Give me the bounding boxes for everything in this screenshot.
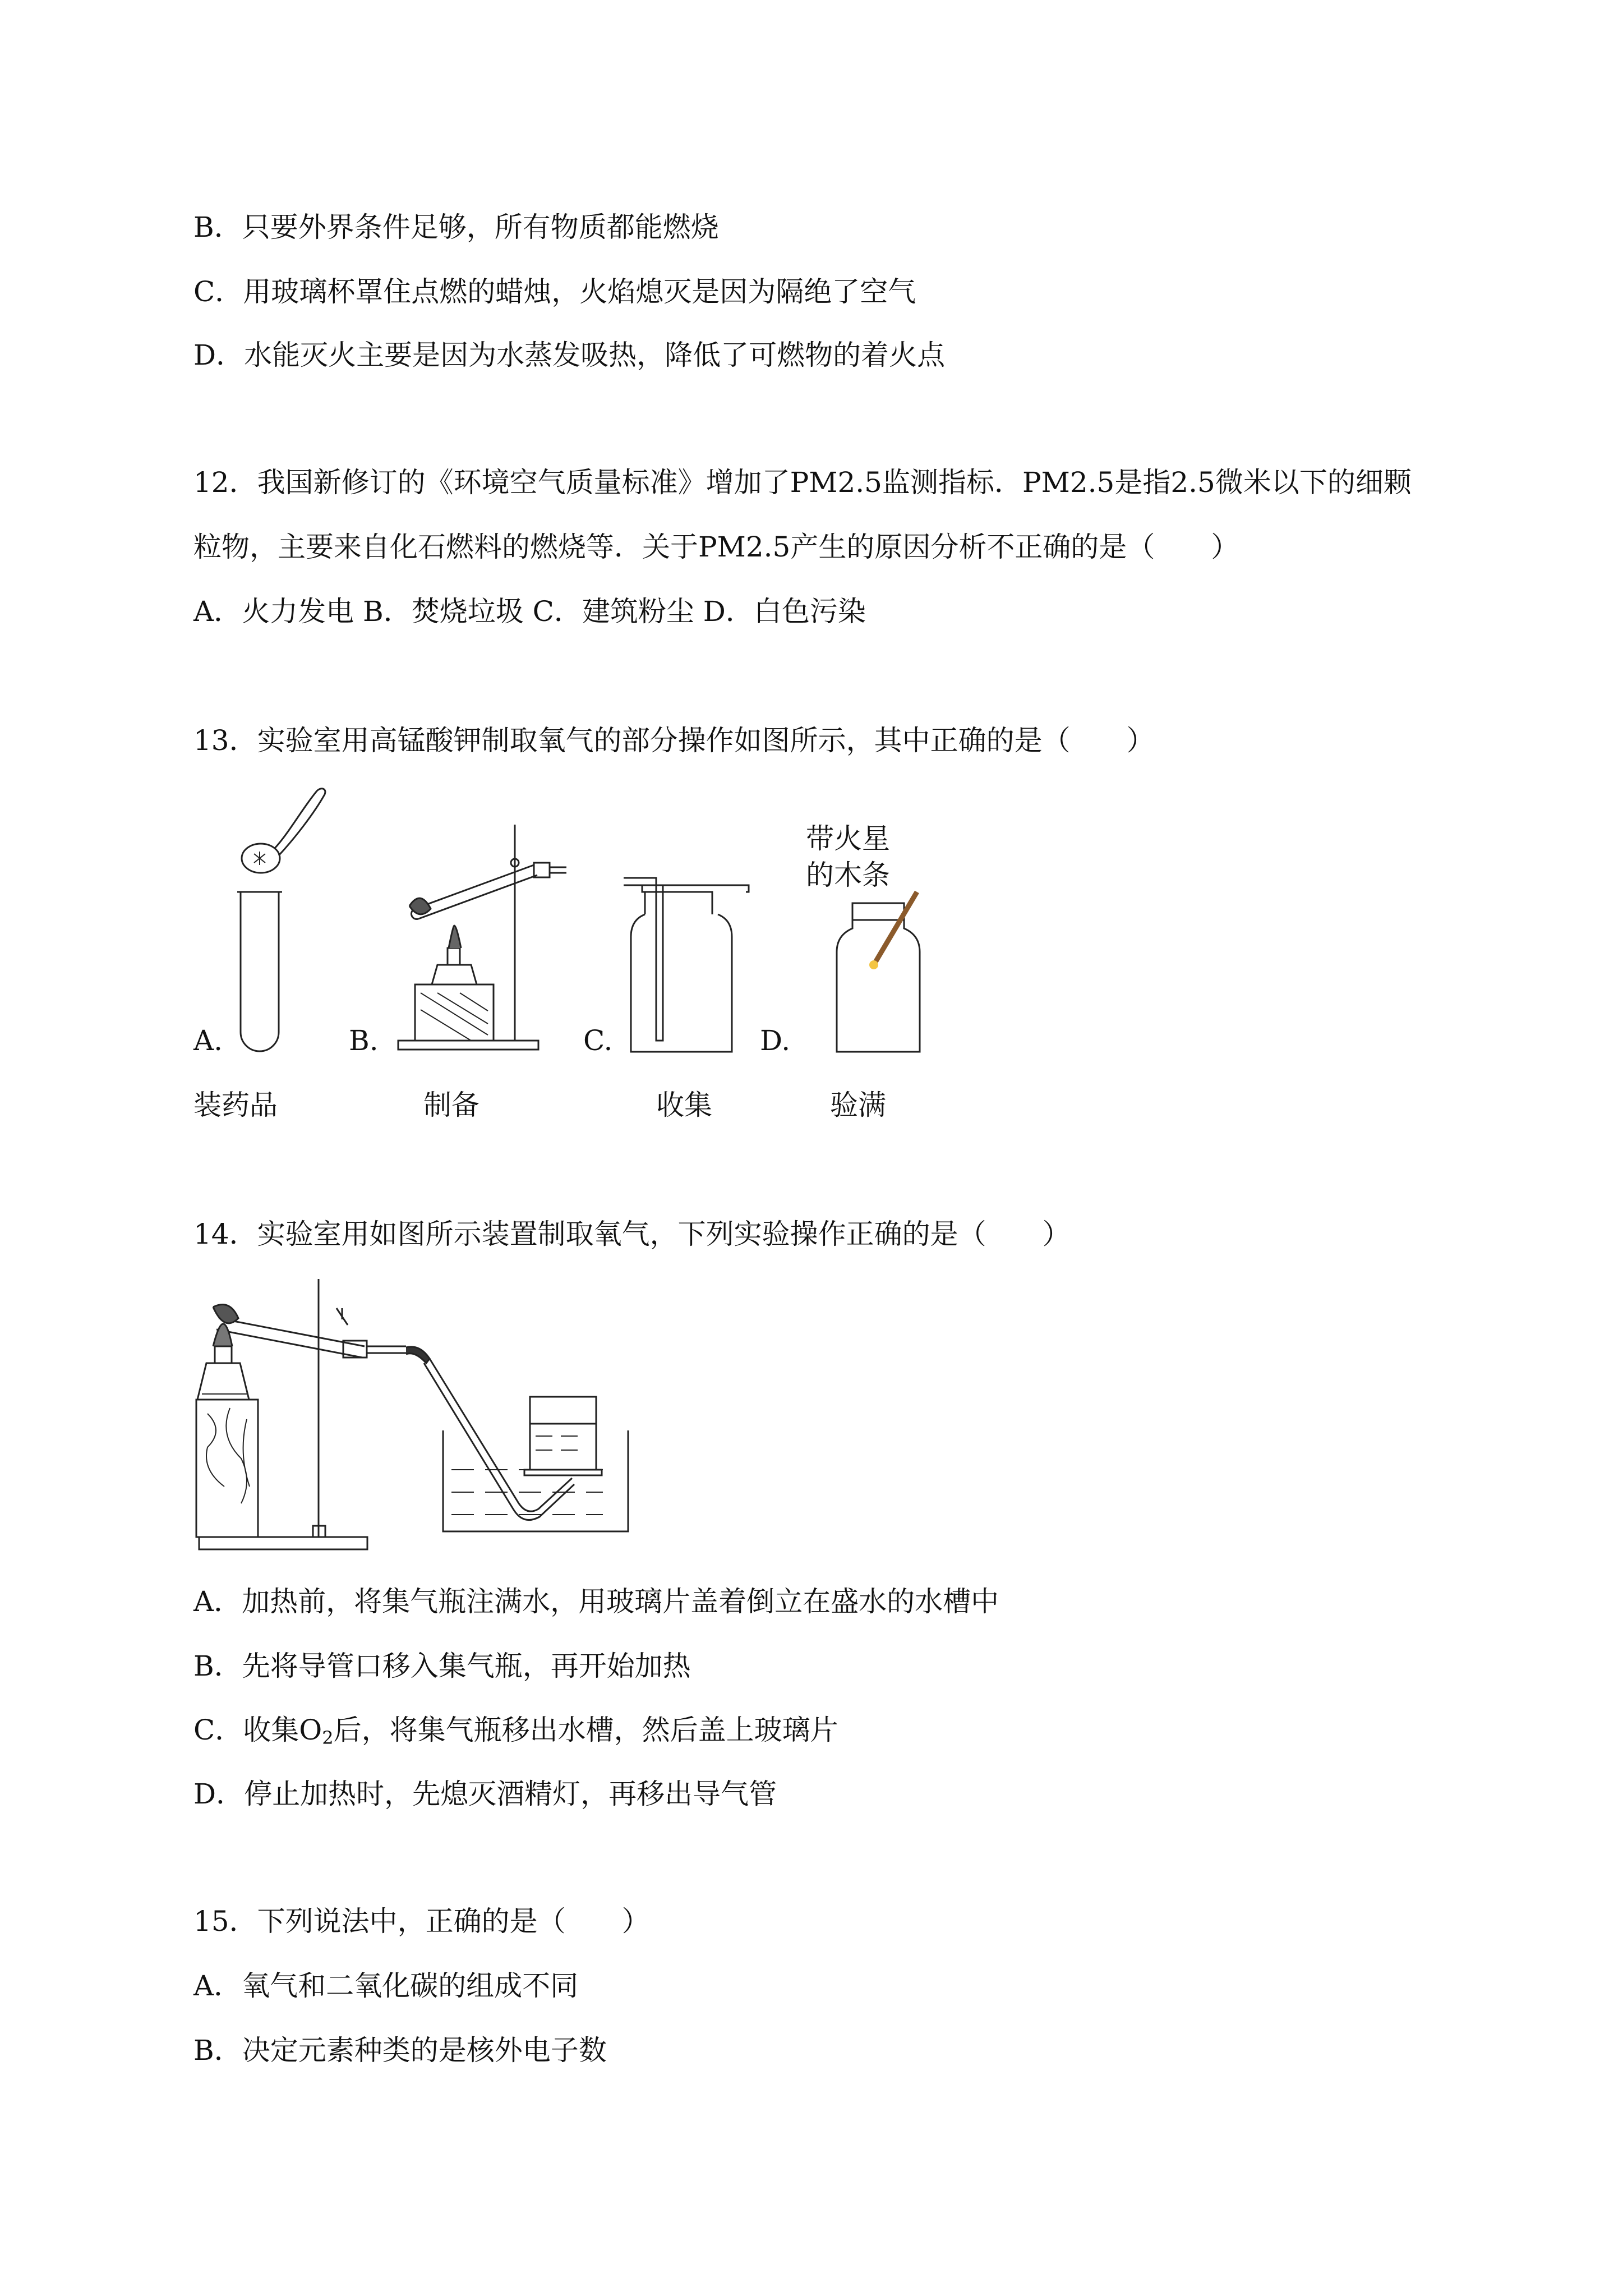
q12-stem-line2: 粒物，主要来自化石燃料的燃烧等．关于PM2.5产生的原因分析不正确的是（ ） (193, 531, 1239, 563)
alcohol-lamp-icon (196, 1324, 258, 1537)
figure-q14-apparatus (196, 1279, 623, 1554)
q15-option-a: A．氧气和二氧化碳的组成不同 (193, 1970, 579, 2002)
q12-stem-line1: 12．我国新修订的《环境空气质量标准》增加了PM2.5监测指标．PM2.5是指2.5微米以下的细颗 (193, 466, 1412, 499)
q13-stem: 13．实验室用高锰酸钾制取氧气的部分操作如图所示，其中正确的是（ ） (193, 724, 1155, 757)
q15-option-b: B．决定元素种类的是核外电子数 (193, 2034, 607, 2067)
caption-d: 验满 (830, 1089, 886, 1121)
spoon-icon (242, 789, 325, 873)
q14-option-d: D．停止加热时，先熄灭酒精灯，再移出导气管 (193, 1778, 777, 1810)
q15-stem: 15．下列说法中，正确的是（ ） (193, 1905, 650, 1938)
figure-b-preparation (393, 825, 578, 1055)
q14-option-c-suffix: 后，将集气瓶移出水槽，然后盖上玻璃片 (333, 1714, 838, 1746)
alcohol-lamp-icon (415, 926, 494, 1041)
figure-d-full-check (830, 892, 942, 1055)
figure-letter-c: C. (583, 1024, 613, 1057)
figure-c-collection (623, 864, 751, 1055)
iron-stand-icon (398, 825, 538, 1050)
figure-d-label-line2: 的木条 (806, 859, 890, 891)
q11-option-d: D．水能灭火主要是因为水蒸发吸热，降低了可燃物的着火点 (193, 339, 946, 371)
figure-letter-b: B. (349, 1024, 379, 1057)
gas-bottle-icon (837, 903, 920, 1052)
q14-stem: 14．实验室用如图所示装置制取氧气，下列实验操作正确的是（ ） (193, 1218, 1071, 1250)
q14-option-c (193, 1713, 838, 1747)
figure-d-label-line1: 带火星 (806, 822, 890, 855)
q14-option-b: B．先将导管口移入集气瓶，再开始加热 (193, 1650, 691, 1682)
q14-option-c-prefix: C．收集O (193, 1714, 322, 1746)
figure-letter-a: A. (193, 1024, 223, 1057)
q14-option-c-subscript: 2 (322, 1727, 334, 1749)
q11-option-c: C．用玻璃杯罩住点燃的蜡烛，火焰熄灭是因为隔绝了空气 (193, 275, 916, 308)
gas-bottle-icon (624, 878, 749, 1052)
figure-a-loading-drug (222, 780, 367, 1060)
caption-c: 收集 (656, 1089, 712, 1121)
caption-b: 制备 (423, 1089, 479, 1121)
q11-option-b: B．只要外界条件足够，所有物质都能燃烧 (193, 211, 719, 243)
q14-option-a: A．加热前，将集气瓶注满水，用玻璃片盖着倒立在盛水的水槽中 (193, 1585, 999, 1618)
figure-letter-d: D. (760, 1024, 791, 1057)
caption-a: 装药品 (193, 1089, 278, 1121)
q12-options: A．火力发电 B．焚烧垃圾 C．建筑粉尘 D．白色污染 (193, 595, 866, 628)
test-tube-icon (241, 892, 279, 1051)
